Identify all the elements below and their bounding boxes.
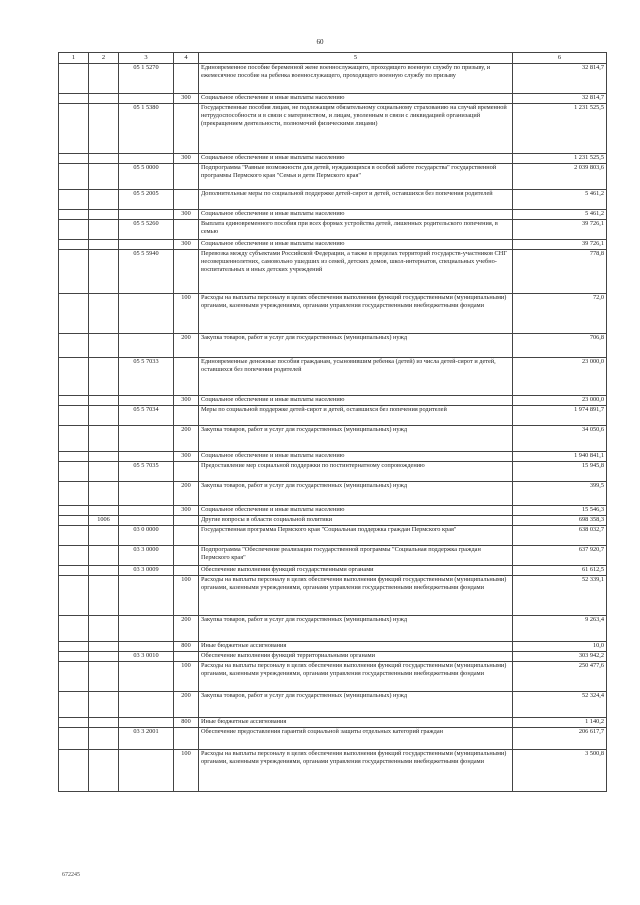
cell-target-code [119,294,174,334]
cell-target-code [119,516,174,526]
cell-col-1 [59,462,89,482]
cell-amount: 706,8 [513,334,607,358]
cell-expense-type: 800 [174,642,199,652]
table-row [59,334,607,358]
cell-target-code [119,692,174,718]
cell-description: Государственные пособия лицам, не подлежащим обязательному социальному страхованию на случай временной нетрудоспособности и в связи с материнством, и лицам, уволенным в связи с ликвидацией организаций (прекращением деятельности, полномочий физическими лицами) [199,104,513,154]
cell-col-1 [59,240,89,250]
table-row [59,396,607,406]
cell-col-1 [59,210,89,220]
table-row [59,294,607,334]
cell-description: Социальное обеспечение и иные выплаты населению [199,452,513,462]
cell-target-code: 05 1 5270 [119,64,174,94]
cell-col-1 [59,64,89,94]
table-row [59,750,607,792]
cell-amount: 303 942,2 [513,652,607,662]
cell-section [89,642,119,652]
cell-section [89,210,119,220]
table-row [59,516,607,526]
cell-col-1 [59,334,89,358]
cell-amount: 72,0 [513,294,607,334]
cell-expense-type: 800 [174,718,199,728]
cell-col-1 [59,220,89,240]
cell-col-1 [59,526,89,546]
cell-col-1 [59,662,89,692]
table-row [59,220,607,240]
cell-amount: 206 617,7 [513,728,607,750]
cell-expense-type: 200 [174,482,199,506]
cell-section [89,616,119,642]
cell-expense-type: 100 [174,576,199,616]
cell-expense-type [174,516,199,526]
cell-amount: 3 500,8 [513,750,607,792]
cell-expense-type [174,220,199,240]
cell-target-code [119,482,174,506]
cell-col-1 [59,426,89,452]
cell-description: Выплата единовременного пособия при всех формах устройства детей, лишенных родительского попечения, в семью [199,220,513,240]
cell-target-code: 03 3 0000 [119,546,174,566]
cell-expense-type: 200 [174,692,199,718]
cell-expense-type [174,358,199,396]
cell-target-code: 05 5 2005 [119,190,174,210]
table-row [59,210,607,220]
cell-target-code [119,662,174,692]
cell-target-code: 05 5 5940 [119,250,174,294]
cell-expense-type: 200 [174,426,199,452]
cell-description: Закупка товаров, работ и услуг для государственных (муниципальных) нужд [199,482,513,506]
cell-section: 1006 [89,516,119,526]
cell-expense-type: 100 [174,750,199,792]
cell-col-1 [59,652,89,662]
cell-description: Расходы на выплаты персоналу в целях обеспечения выполнения функций государственными (муниципальными) органами, казенными учреждениями, органами управления государственными внебюджетными фондами [199,576,513,616]
cell-description: Обеспечение выполнения функций государственными органами [199,566,513,576]
cell-amount: 637 920,7 [513,546,607,566]
cell-expense-type [174,652,199,662]
cell-amount: 23 000,0 [513,358,607,396]
cell-expense-type [174,164,199,190]
cell-col-1 [59,358,89,396]
cell-amount: 32 814,7 [513,94,607,104]
table-row [59,652,607,662]
cell-target-code: 05 5 0000 [119,164,174,190]
cell-section [89,64,119,94]
cell-description: Закупка товаров, работ и услуг для государственных (муниципальных) нужд [199,616,513,642]
budget-table [58,52,607,792]
cell-expense-type [174,728,199,750]
table-row [59,526,607,546]
cell-expense-type [174,526,199,546]
table-row [59,104,607,154]
cell-col-1 [59,104,89,154]
table-header-row [59,53,607,64]
cell-amount: 39 726,1 [513,240,607,250]
cell-expense-type [174,250,199,294]
table-row [59,154,607,164]
cell-col-1 [59,546,89,566]
table-row [59,642,607,652]
cell-section [89,294,119,334]
cell-col-1 [59,728,89,750]
cell-col-1 [59,750,89,792]
cell-section [89,104,119,154]
cell-description: Социальное обеспечение и иные выплаты населению [199,240,513,250]
cell-amount: 1 940 841,1 [513,452,607,462]
cell-description: Социальное обеспечение и иные выплаты населению [199,506,513,516]
cell-section [89,526,119,546]
cell-col-1 [59,482,89,506]
cell-description: Обеспечение выполнения функций территориальными органами [199,652,513,662]
cell-amount: 61 612,5 [513,566,607,576]
cell-expense-type [174,546,199,566]
cell-col-1 [59,506,89,516]
cell-amount: 10,0 [513,642,607,652]
cell-target-code: 05 1 5380 [119,104,174,154]
cell-target-code: 03 3 0009 [119,566,174,576]
cell-expense-type: 100 [174,294,199,334]
cell-amount: 5 461,2 [513,210,607,220]
table-row [59,164,607,190]
cell-description: Расходы на выплаты персоналу в целях обеспечения выполнения функций государственными (муниципальными) органами, казенными учреждениями, органами управления государственными внебюджетными фондами [199,750,513,792]
cell-description: Меры по социальной поддержке детей-сирот и детей, оставшихся без попечения родителей [199,406,513,426]
cell-target-code [119,642,174,652]
table-row [59,616,607,642]
cell-amount: 778,8 [513,250,607,294]
cell-col-1 [59,452,89,462]
cell-expense-type [174,104,199,154]
header-col-6: 6 [513,53,607,64]
cell-section [89,94,119,104]
cell-section [89,240,119,250]
cell-col-1 [59,154,89,164]
cell-expense-type: 100 [174,662,199,692]
cell-section [89,426,119,452]
cell-col-1 [59,396,89,406]
cell-description: Закупка товаров, работ и услуг для государственных (муниципальных) нужд [199,334,513,358]
cell-target-code [119,154,174,164]
cell-description: Социальное обеспечение и иные выплаты населению [199,154,513,164]
cell-target-code: 05 5 7033 [119,358,174,396]
cell-amount: 39 726,1 [513,220,607,240]
cell-section [89,662,119,692]
table-row [59,190,607,210]
header-col-2: 2 [89,53,119,64]
cell-amount: 698 358,3 [513,516,607,526]
cell-target-code: 05 5 7034 [119,406,174,426]
table-row [59,546,607,566]
cell-expense-type: 300 [174,506,199,516]
cell-col-1 [59,576,89,616]
cell-amount: 1 140,2 [513,718,607,728]
cell-expense-type: 300 [174,452,199,462]
header-col-4: 4 [174,53,199,64]
cell-col-1 [59,718,89,728]
cell-description: Дополнительные меры по социальной поддержке детей-сирот и детей, оставшихся без попечения родителей [199,190,513,210]
cell-amount: 52 339,1 [513,576,607,616]
cell-target-code: 05 5 5260 [119,220,174,240]
cell-section [89,406,119,426]
cell-amount: 1 231 525,5 [513,104,607,154]
cell-target-code [119,750,174,792]
table-row [59,566,607,576]
cell-description: Иные бюджетные ассигнования [199,642,513,652]
table-row [59,406,607,426]
cell-section [89,334,119,358]
cell-expense-type: 200 [174,334,199,358]
cell-col-1 [59,516,89,526]
cell-col-1 [59,406,89,426]
cell-amount: 15 546,3 [513,506,607,516]
cell-target-code [119,452,174,462]
cell-target-code [119,426,174,452]
cell-target-code [119,718,174,728]
table-row [59,462,607,482]
cell-description: Социальное обеспечение и иные выплаты населению [199,396,513,406]
table-row [59,358,607,396]
cell-amount: 2 039 803,6 [513,164,607,190]
cell-target-code [119,396,174,406]
cell-target-code [119,240,174,250]
table-row [59,482,607,506]
table-row [59,506,607,516]
cell-target-code [119,576,174,616]
cell-description: Обеспечение предоставления гарантий социальной защиты отдельных категорий граждан [199,728,513,750]
cell-section [89,576,119,616]
cell-target-code: 03 3 0010 [119,652,174,662]
cell-target-code [119,210,174,220]
cell-description: Социальное обеспечение и иные выплаты населению [199,94,513,104]
cell-col-1 [59,190,89,210]
footer-code: 672245 [62,872,80,878]
cell-col-1 [59,566,89,576]
cell-section [89,750,119,792]
cell-description: Подпрограмма "Равные возможности для детей, нуждающихся в особой заботе государства" государственной программы Пермского края "Семья и дети Пермского края" [199,164,513,190]
table-row [59,718,607,728]
cell-amount: 1 974 891,7 [513,406,607,426]
table-row [59,662,607,692]
cell-description: Другие вопросы в области социальной политики [199,516,513,526]
header-col-1: 1 [59,53,89,64]
cell-target-code: 05 5 7035 [119,462,174,482]
cell-amount: 15 945,8 [513,462,607,482]
cell-section [89,718,119,728]
cell-amount: 638 032,7 [513,526,607,546]
cell-expense-type: 300 [174,210,199,220]
table-row [59,64,607,94]
table-row [59,94,607,104]
cell-col-1 [59,250,89,294]
cell-description: Единовременные денежные пособия гражданам, усыновившим ребенка (детей) из числа детей-сирот и детей, оставшихся без попечения родителей [199,358,513,396]
cell-description: Государственная программа Пермского края "Социальная поддержка граждан Пермского края" [199,526,513,546]
cell-section [89,728,119,750]
header-col-3: 3 [119,53,174,64]
cell-expense-type [174,566,199,576]
cell-expense-type: 300 [174,396,199,406]
cell-target-code [119,506,174,516]
cell-col-1 [59,294,89,334]
cell-amount: 5 461,2 [513,190,607,210]
cell-description: Закупка товаров, работ и услуг для государственных (муниципальных) нужд [199,692,513,718]
cell-expense-type [174,462,199,482]
page-number: 60 [316,38,324,46]
cell-description: Единовременное пособие беременной жене военнослужащего, проходящего военную службу по призыву, и ежемесячное пособие на ребенка военнослужащего, проходящего военную службу по призыву [199,64,513,94]
cell-description: Закупка товаров, работ и услуг для государственных (муниципальных) нужд [199,426,513,452]
cell-section [89,692,119,718]
table-row [59,250,607,294]
cell-col-1 [59,164,89,190]
cell-amount: 250 477,6 [513,662,607,692]
cell-target-code: 03 3 2001 [119,728,174,750]
table-row [59,240,607,250]
table-row [59,426,607,452]
cell-expense-type: 200 [174,616,199,642]
cell-expense-type [174,190,199,210]
cell-description: Социальное обеспечение и иные выплаты населению [199,210,513,220]
cell-amount: 23 000,0 [513,396,607,406]
cell-section [89,396,119,406]
cell-target-code [119,334,174,358]
cell-amount: 34 050,6 [513,426,607,452]
cell-section [89,190,119,210]
table-row [59,452,607,462]
cell-section [89,462,119,482]
cell-amount: 9 263,4 [513,616,607,642]
cell-description: Перевозка между субъектами Российской Федерации, а также в пределах территорий государств-участников СНГ несовершеннолетних, самовольно ушедших из семей, детских домов, школ-интернатов, специальных учебно-воспитательных и иных детских учреждений [199,250,513,294]
cell-description: Расходы на выплаты персоналу в целях обеспечения выполнения функций государственными (муниципальными) органами, казенными учреждениями, органами управления государственными внебюджетными фондами [199,294,513,334]
cell-col-1 [59,94,89,104]
cell-col-1 [59,692,89,718]
header-col-5: 5 [199,53,513,64]
cell-section [89,154,119,164]
cell-section [89,482,119,506]
cell-amount: 52 324,4 [513,692,607,718]
cell-section [89,566,119,576]
table-row [59,728,607,750]
cell-target-code: 03 0 0000 [119,526,174,546]
cell-description: Подпрограмма "Обеспечение реализации государственной программы "Социальная поддержка граждан Пермского края" [199,546,513,566]
cell-col-1 [59,616,89,642]
table-body [59,64,607,792]
cell-target-code [119,616,174,642]
cell-expense-type: 300 [174,94,199,104]
cell-amount: 1 231 525,5 [513,154,607,164]
cell-expense-type: 300 [174,154,199,164]
cell-section [89,358,119,396]
cell-col-1 [59,642,89,652]
cell-section [89,506,119,516]
table-row [59,576,607,616]
cell-expense-type [174,64,199,94]
cell-section [89,652,119,662]
cell-amount: 399,5 [513,482,607,506]
cell-section [89,250,119,294]
cell-description: Расходы на выплаты персоналу в целях обеспечения выполнения функций государственными (муниципальными) органами, казенными учреждениями, органами управления государственными внебюджетными фондами [199,662,513,692]
cell-section [89,452,119,462]
cell-section [89,546,119,566]
cell-amount: 32 814,7 [513,64,607,94]
cell-section [89,164,119,190]
cell-description: Предоставление мер социальной поддержки по постинтернатному сопровождению [199,462,513,482]
table-row [59,692,607,718]
cell-expense-type [174,406,199,426]
cell-target-code [119,94,174,104]
cell-section [89,220,119,240]
cell-description: Иные бюджетные ассигнования [199,718,513,728]
cell-expense-type: 300 [174,240,199,250]
